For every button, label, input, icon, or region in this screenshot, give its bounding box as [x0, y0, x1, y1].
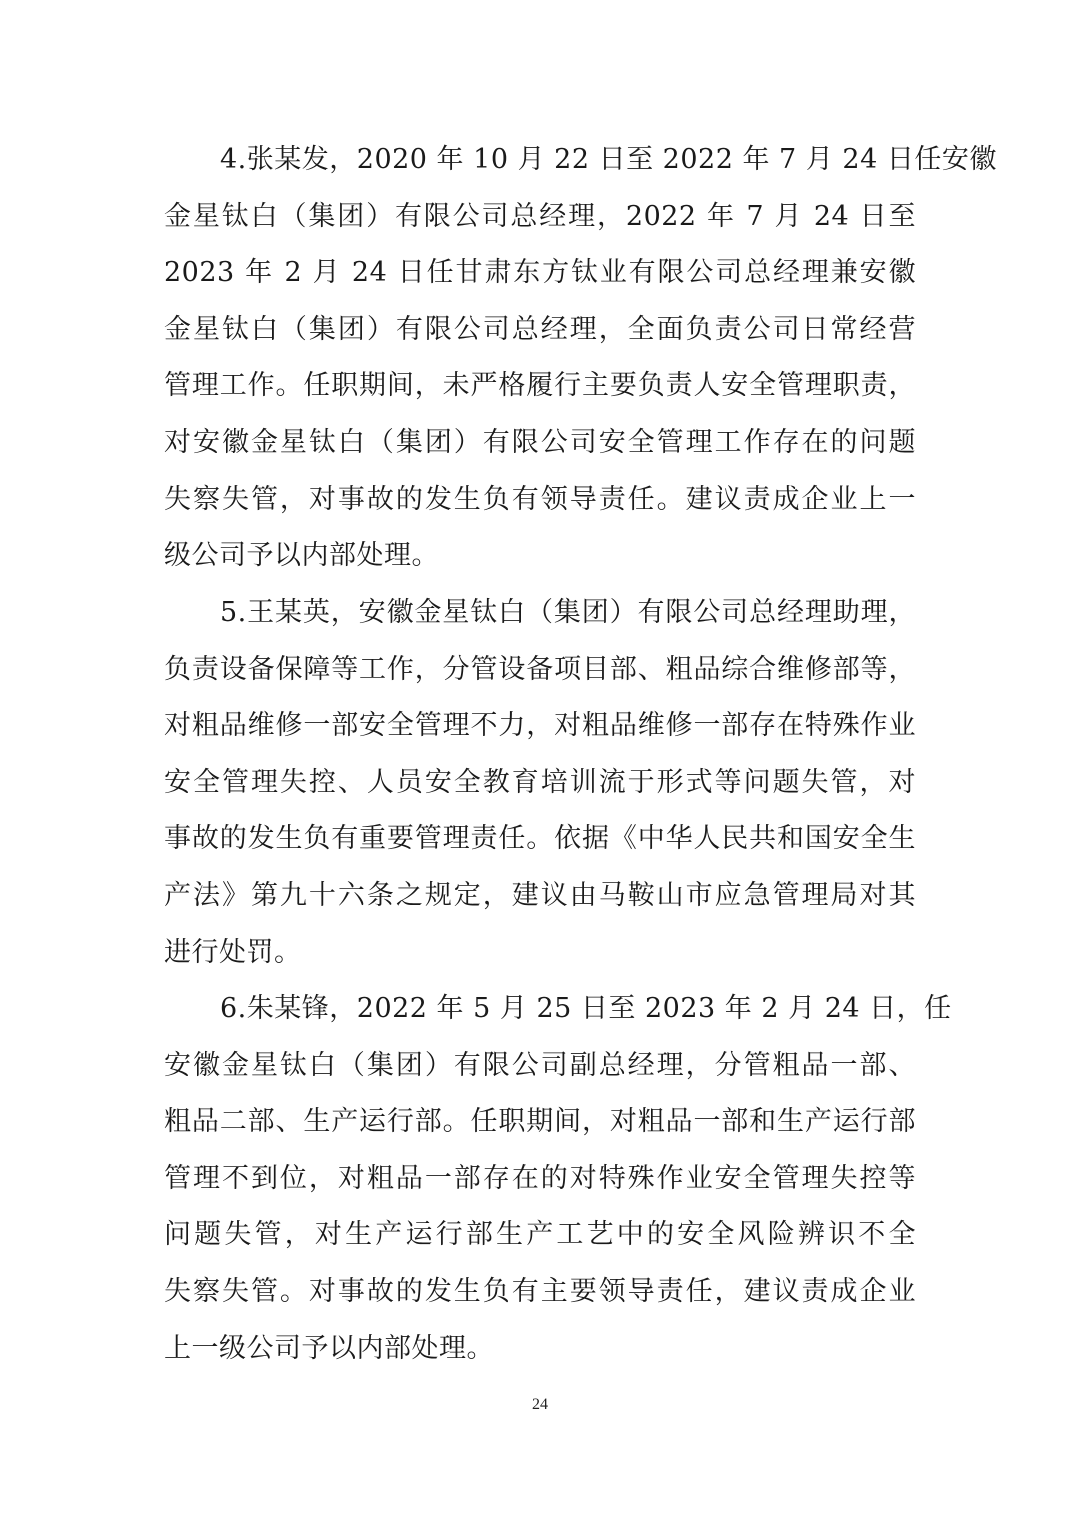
text-line: 产法》第九十六条之规定，建议由马鞍山市应急管理局对其	[164, 879, 916, 911]
text-line: 对安徽金星钛白（集团）有限公司安全管理工作存在的问题	[164, 426, 916, 458]
text-line: 级公司予以内部处理。	[164, 540, 439, 572]
text-line: 6.朱某锋，2022 年 5 月 25 日至 2023 年 2 月 24 日，任	[220, 993, 952, 1024]
text-line: 失察失管，对事故的发生负有领导责任。建议责成企业上一	[164, 483, 916, 515]
text-line: 金星钛白（集团）有限公司总经理，全面负责公司日常经营	[164, 313, 916, 345]
text-line: 上一级公司予以内部处理。	[164, 1332, 494, 1364]
paragraph-zhu	[164, 981, 952, 1377]
text-line: 负责设备保障等工作，分管设备项目部、粗品综合维修部等，	[164, 653, 916, 685]
text-line: 问题失管，对生产运行部生产工艺中的安全风险辨识不全	[164, 1219, 916, 1251]
text-line: 进行处罚。	[164, 936, 302, 968]
text-line: 事故的发生负有重要管理责任。依据《中华人民共和国安全生	[164, 823, 916, 855]
text-line: 对粗品维修一部安全管理不力，对粗品维修一部存在特殊作业	[164, 710, 916, 742]
text-line: 失察失管。对事故的发生负有主要领导责任，建议责成企业	[164, 1275, 916, 1307]
text-line: 2023 年 2 月 24 日任甘肃东方钛业有限公司总经理兼安徽	[164, 257, 916, 289]
text-line: 5.王某英，安徽金星钛白（集团）有限公司总经理助理，	[220, 597, 916, 628]
text-line: 管理不到位，对粗品一部存在的对特殊作业安全管理失控等	[164, 1162, 916, 1194]
text-line: 管理工作。任职期间，未严格履行主要负责人安全管理职责，	[164, 370, 916, 402]
paragraph-zhang	[164, 132, 997, 585]
text-line: 安全管理失控、人员安全教育培训流于形式等问题失管，对	[164, 766, 916, 798]
text-line: 粗品二部、生产运行部。任职期间，对粗品一部和生产运行部	[164, 1106, 916, 1138]
text-line: 金星钛白（集团）有限公司总经理，2022 年 7 月 24 日至	[164, 200, 916, 232]
paragraph-wang	[164, 585, 916, 981]
text-line: 安徽金星钛白（集团）有限公司副总经理，分管粗品一部、	[164, 1049, 916, 1081]
page-number: 24	[532, 1396, 548, 1413]
text-line: 4.张某发，2020 年 10 月 22 日至 2022 年 7 月 24 日任安徽	[220, 144, 997, 175]
